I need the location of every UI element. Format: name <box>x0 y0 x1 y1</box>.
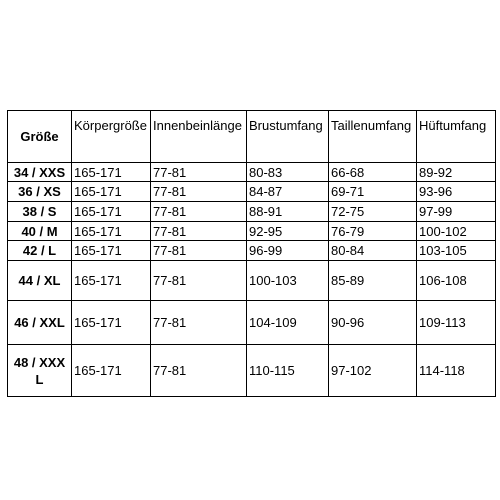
waist-cell: 69-71 <box>329 182 417 202</box>
hip-cell: 106-108 <box>417 261 496 301</box>
header-chest: Brustumfang <box>247 111 329 163</box>
height-cell: 165-171 <box>72 301 151 345</box>
hip-cell: 97-99 <box>417 202 496 222</box>
inseam-cell: 77-81 <box>151 261 247 301</box>
inseam-cell: 77-81 <box>151 345 247 397</box>
size-chart-table <box>7 110 496 397</box>
chest-cell: 100-103 <box>247 261 329 301</box>
size-cell: 42 / L <box>8 241 72 261</box>
size-cell: 40 / M <box>8 222 72 241</box>
inseam-cell: 77-81 <box>151 163 247 182</box>
waist-cell: 76-79 <box>329 222 417 241</box>
table-row <box>8 345 496 397</box>
table-row <box>8 163 496 182</box>
size-cell: 36 / XS <box>8 182 72 202</box>
hip-cell: 93-96 <box>417 182 496 202</box>
waist-cell: 66-68 <box>329 163 417 182</box>
chest-cell: 104-109 <box>247 301 329 345</box>
size-cell: 44 / XL <box>8 261 72 301</box>
waist-cell: 90-96 <box>329 301 417 345</box>
waist-cell: 80-84 <box>329 241 417 261</box>
height-cell: 165-171 <box>72 261 151 301</box>
inseam-cell: 77-81 <box>151 241 247 261</box>
chest-cell: 92-95 <box>247 222 329 241</box>
chest-cell: 96-99 <box>247 241 329 261</box>
height-cell: 165-171 <box>72 345 151 397</box>
chest-cell: 88-91 <box>247 202 329 222</box>
inseam-cell: 77-81 <box>151 182 247 202</box>
inseam-cell: 77-81 <box>151 222 247 241</box>
height-cell: 165-171 <box>72 182 151 202</box>
chest-cell: 110-115 <box>247 345 329 397</box>
hip-cell: 109-113 <box>417 301 496 345</box>
chest-cell: 80-83 <box>247 163 329 182</box>
header-waist: Taillenumfang <box>329 111 417 163</box>
inseam-cell: 77-81 <box>151 301 247 345</box>
waist-cell: 85-89 <box>329 261 417 301</box>
height-cell: 165-171 <box>72 202 151 222</box>
size-cell: 48 / XXXL <box>8 345 72 397</box>
header-inseam: Innenbeinlänge <box>151 111 247 163</box>
waist-cell: 72-75 <box>329 202 417 222</box>
size-cell: 46 / XXL <box>8 301 72 345</box>
table-row <box>8 241 496 261</box>
size-cell: 34 / XXS <box>8 163 72 182</box>
height-cell: 165-171 <box>72 163 151 182</box>
waist-cell: 97-102 <box>329 345 417 397</box>
hip-cell: 89-92 <box>417 163 496 182</box>
size-cell: 38 / S <box>8 202 72 222</box>
header-hip: Hüftumfang <box>417 111 496 163</box>
table-row <box>8 301 496 345</box>
hip-cell: 114-118 <box>417 345 496 397</box>
hip-cell: 100-102 <box>417 222 496 241</box>
table-row <box>8 182 496 202</box>
table-row <box>8 202 496 222</box>
height-cell: 165-171 <box>72 241 151 261</box>
header-height: Körpergröße <box>72 111 151 163</box>
height-cell: 165-171 <box>72 222 151 241</box>
chest-cell: 84-87 <box>247 182 329 202</box>
table-row <box>8 222 496 241</box>
hip-cell: 103-105 <box>417 241 496 261</box>
inseam-cell: 77-81 <box>151 202 247 222</box>
header-row <box>8 111 496 163</box>
header-size: Größe <box>8 111 72 163</box>
table-row <box>8 261 496 301</box>
